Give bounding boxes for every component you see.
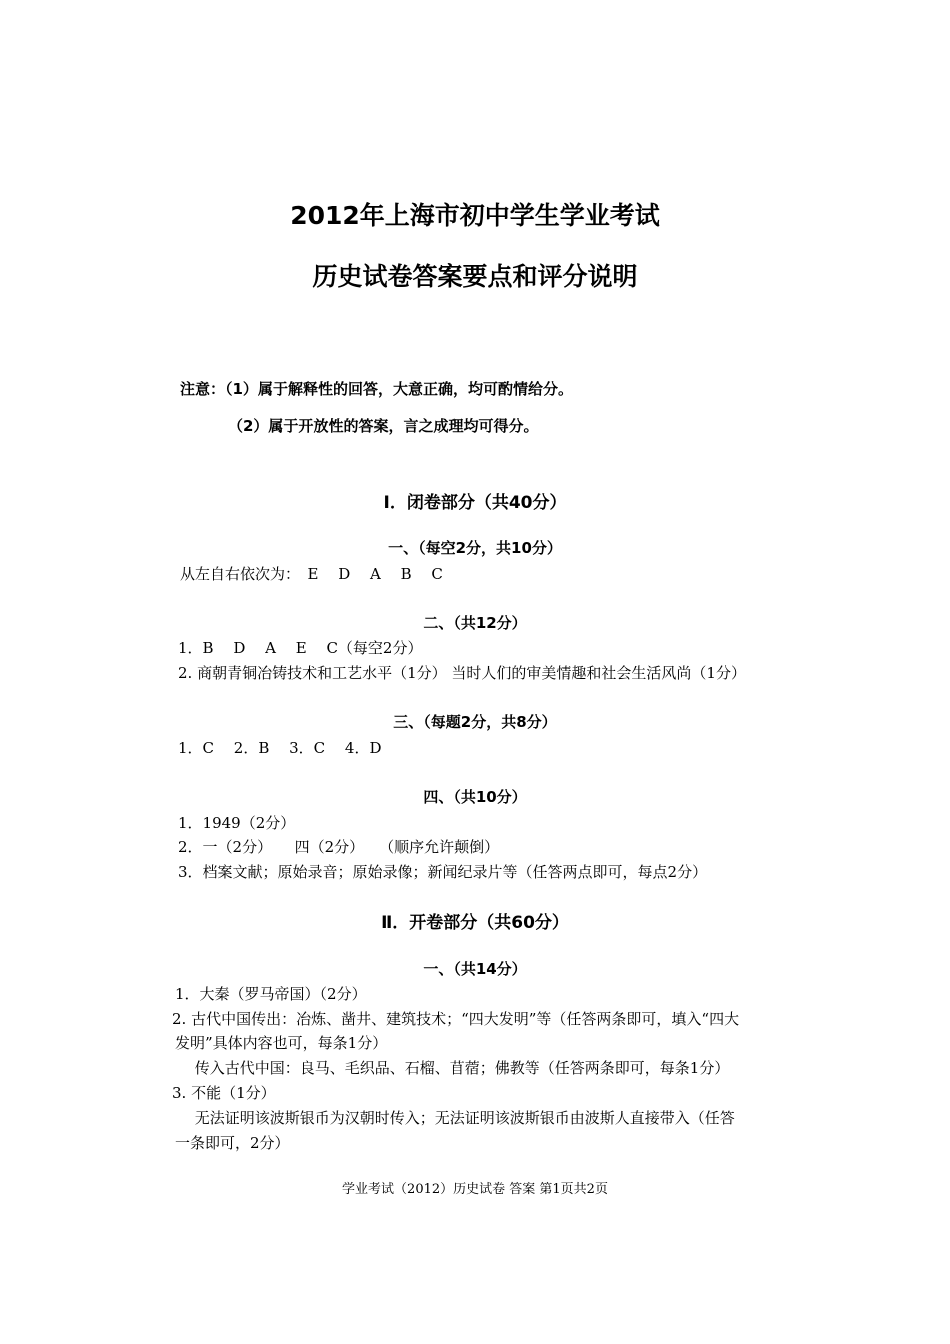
section-5-line: 传入古代中国：良马、毛织品、石榴、苜蓿；佛教等（任答两条即可，每条1分）: [175, 1059, 730, 1077]
section-2-line: 1．B D A E C（每空2分）: [178, 639, 423, 657]
section-4-line: 1．1949（2分）: [178, 814, 296, 832]
section-5-line: 3. 不能（1分）: [172, 1084, 276, 1102]
page-subtitle: 历史试卷答案要点和评分说明: [312, 262, 638, 291]
section-3-heading: 三、（每题2分，共8分）: [393, 713, 557, 731]
section-4-line: 2．一（2分） 四（2分） （顺序允许颠倒）: [178, 838, 500, 856]
section-1-heading: 一、（每空2分，共10分）: [388, 539, 562, 557]
part-2-heading: Ⅱ．开卷部分（共60分）: [381, 913, 569, 933]
section-5-line: 无法证明该波斯银币为汉朝时传入；无法证明该波斯银币由波斯人直接带入（任答: [175, 1109, 735, 1127]
section-1-line: 从左自右依次为： E D A B C: [180, 565, 443, 583]
page-title: 2012年上海市初中学生学业考试: [290, 201, 660, 230]
section-5-line: 1．大秦（罗马帝国）（2分）: [175, 985, 367, 1003]
section-4-line: 3．档案文献；原始录音；原始录像；新闻纪录片等（任答两点即可，每点2分）: [178, 863, 708, 881]
note-line-1: 注意：（1）属于解释性的回答，大意正确，均可酌情给分。: [180, 380, 573, 398]
section-5-line: 一条即可，2分）: [175, 1134, 290, 1152]
page-footer: 学业考试（2012）历史试卷 答案 第1页共2页: [342, 1182, 608, 1197]
part-1-heading: Ⅰ．闭卷部分（共40分）: [383, 493, 567, 513]
section-5-line: 2. 古代中国传出：冶炼、凿井、建筑技术；“四大发明”等（任答两条即可，填入“四大: [172, 1010, 740, 1028]
note-line-2: （2）属于开放性的答案，言之成理均可得分。: [228, 417, 539, 435]
section-2-heading: 二、（共12分）: [423, 614, 527, 632]
section-5-line: 发明”具体内容也可，每条1分）: [175, 1034, 388, 1052]
section-3-line: 1．C 2．B 3．C 4．D: [178, 739, 382, 757]
section-5-heading: 一、（共14分）: [423, 960, 527, 978]
section-4-heading: 四、（共10分）: [423, 788, 527, 806]
section-2-line: 2. 商朝青铜冶铸技术和工艺水平（1分） 当时人们的审美情趣和社会生活风尚（1分）: [178, 664, 746, 682]
